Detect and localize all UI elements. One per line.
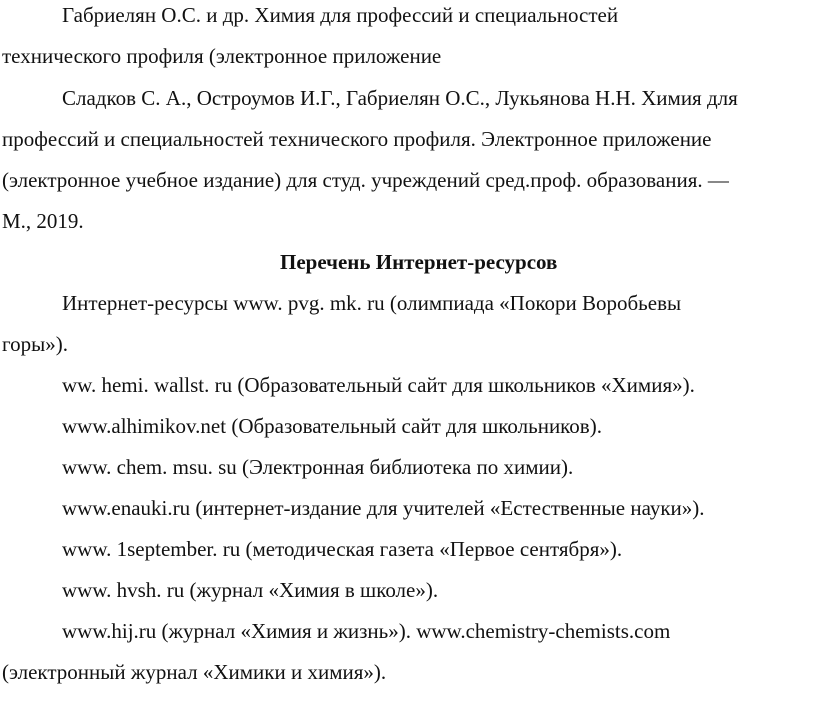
resource-6: www. 1september. ru (методическая газета «Первое сентября»). (62, 537, 623, 561)
resource-1-line-2: горы»). (2, 332, 68, 356)
resource-8-line-2: (электронный журнал «Химики и химия»). (2, 660, 387, 684)
section-title: Перечень Интернет-ресурсов (280, 250, 558, 274)
resource-2: ww. hemi. wallst. ru (Образовательный сайт для школьников «Химия»). (62, 373, 695, 397)
reference-2-line-4: М., 2019. (2, 209, 84, 233)
resource-8-line-1: www.hij.ru (журнал «Химия и жизнь»). www.chemistry-chemists.com (62, 619, 671, 643)
resource-7: www. hvsh. ru (журнал «Химия в школе»). (62, 578, 439, 602)
resource-1-line-1: Интернет-ресурсы www. pvg. mk. ru (олимпиада «Покори Воробьевы (62, 291, 682, 315)
resource-3: www.alhimikov.net (Образовательный сайт для школьников). (62, 414, 602, 438)
reference-1-line-2: технического профиля (электронное приложение (2, 44, 442, 68)
resource-4: www. chem. msu. su (Электронная библиотека по химии). (62, 455, 574, 479)
reference-2-line-2: профессий и специальностей технического профиля. Электронное приложение (2, 127, 712, 151)
reference-1-line-1: Габриелян О.С. и др. Химия для профессий и специальностей (62, 3, 619, 27)
resource-5: www.enauki.ru (интернет-издание для учителей «Естественные науки»). (62, 496, 705, 520)
reference-2-line-1: Сладков С. А., Остроумов И.Г., Габриелян О.С., Лукьянова Н.Н. Химия для (62, 86, 738, 110)
reference-2-line-3: (электронное учебное издание) для студ. учреждений сред.проф. образования. — (2, 168, 729, 192)
